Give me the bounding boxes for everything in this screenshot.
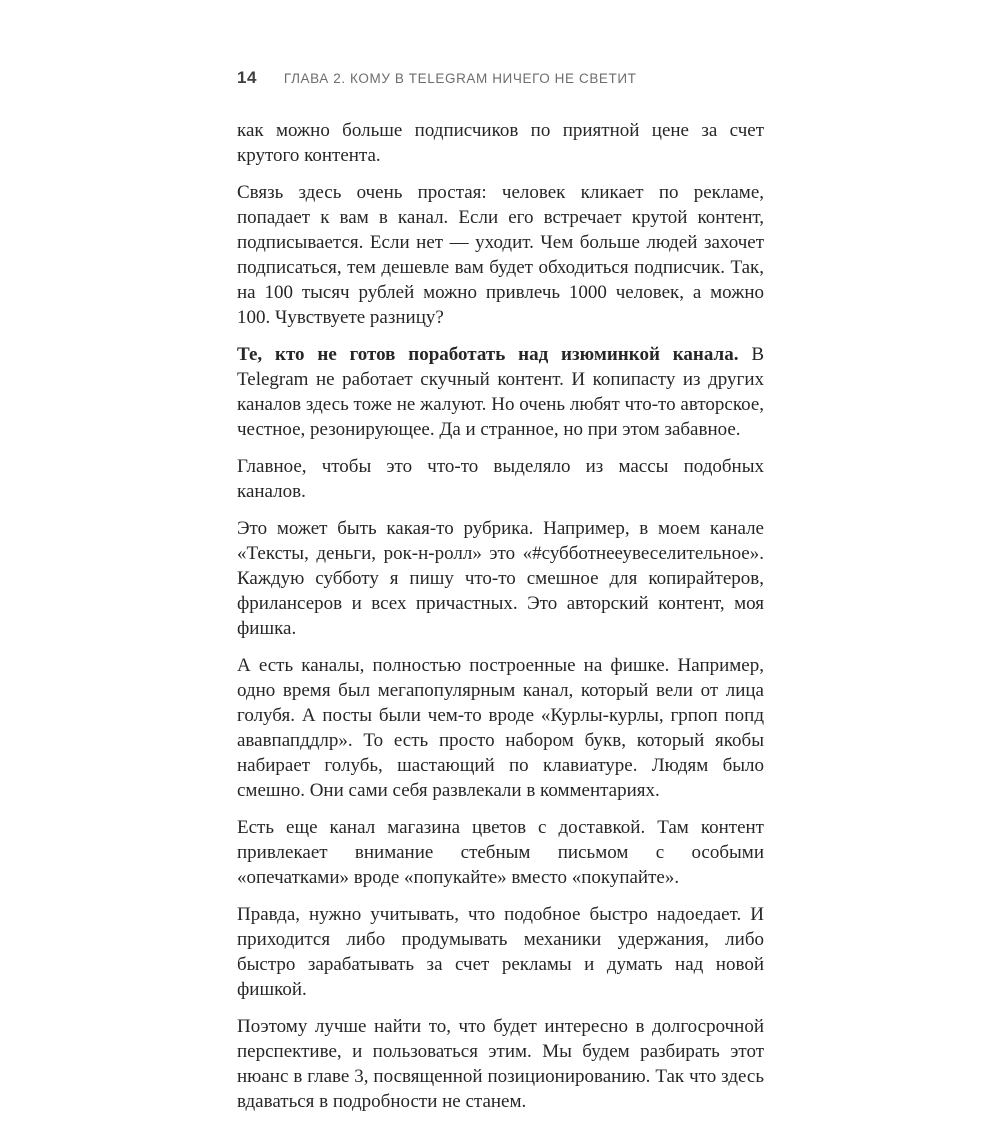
running-head: [237, 68, 764, 88]
paragraph: Правда, нужно учитывать, что подобное быстро надоедает. И приходится либо продумывать механики удержания, либо быстро зарабатывать за счет рекламы и думать над новой фишкой.: [237, 904, 764, 1000]
paragraph: Те, кто не готов поработать над изюминкой канала. В Telegram не работает скучный контент. И копипасту из других каналов здесь тоже не жалуют. Но очень любят что-то авторское, честное, резонирующее. Да и странное, но при этом забавное.: [237, 344, 764, 440]
book-page: [237, 68, 764, 1126]
paragraph: Главное, чтобы это что-то выделяло из массы подобных каналов.: [237, 456, 764, 502]
paragraph-lead: Те, кто не готов поработать над изюминкой канала.: [237, 344, 739, 365]
paragraph: Связь здесь очень простая: человек кликает по рекламе, попадает к вам в канал. Если его встречает крутой контент, подписывается. Если нет — уходит. Чем больше людей захочет подписаться, тем дешевле вам будет обходиться подписчик. Так, на 100 тысяч рублей можно привлечь 1000 человек, а можно 100. Чувствуете разницу?: [237, 182, 764, 328]
page-number: 14: [237, 68, 257, 87]
paragraph: А есть каналы, полностью построенные на фишке. Например, одно время был мегапопулярным канал, который вели от лица голубя. А посты были чем-то вроде «Курлы-курлы, грпоп попд ававпапддлр». То есть просто набором букв, который якобы набирает голубь, шастающий по клавиатуре. Людям было смешно. Они сами себя развлекали в комментариях.: [237, 655, 764, 801]
paragraph: как можно больше подписчиков по приятной цене за счет крутого контента.: [237, 120, 764, 166]
paragraph: Есть еще канал магазина цветов с доставкой. Там контент привлекает внимание стебным письмом с особыми «опечатками» вроде «попукайте» вместо «покупайте».: [237, 817, 764, 888]
chapter-title: ГЛАВА 2. КОМУ В TELEGRAM НИЧЕГО НЕ СВЕТИТ: [283, 71, 637, 86]
paragraph: Поэтому лучше найти то, что будет интересно в долгосрочной перспективе, и пользоваться этим. Мы будем разбирать этот нюанс в главе 3, посвященной позиционированию. Так что здесь вдаваться в подробности не станем.: [237, 1016, 764, 1112]
body-text: [237, 118, 764, 1114]
paragraph: Это может быть какая-то рубрика. Например, в моем канале «Тексты, деньги, рок-н-ролл» это «#субботнееувеселительное». Каждую субботу я пишу что-то смешное для копирайтеров, фрилансеров и всех причастных. Это авторский контент, моя фишка.: [237, 518, 764, 639]
